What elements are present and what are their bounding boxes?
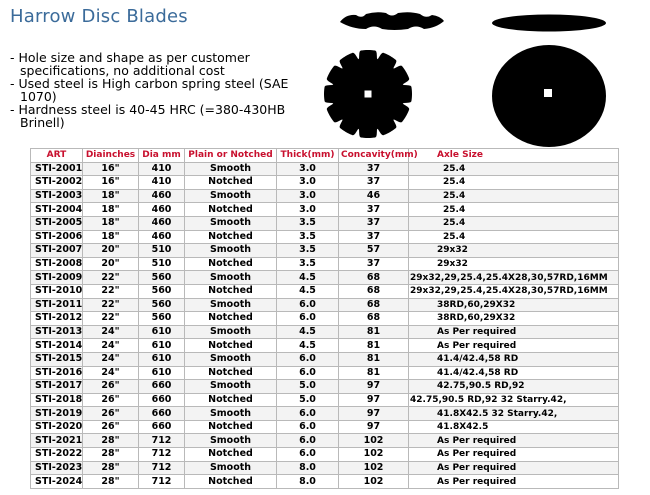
table-cell: 4.5 (277, 339, 339, 353)
column-header: Axle Size (409, 149, 619, 163)
table-cell: 660 (139, 407, 185, 421)
table-row (31, 257, 619, 271)
table-cell: 25.4 (409, 189, 619, 203)
table-cell: Smooth (185, 461, 277, 475)
table-cell: 4.5 (277, 325, 339, 339)
table-cell: 41.4/42.4,58 RD (409, 366, 619, 380)
table-cell: 18" (83, 216, 139, 230)
table-cell: 68 (339, 298, 409, 312)
table-cell: 102 (339, 461, 409, 475)
table-row (31, 244, 619, 258)
table-cell: 5.0 (277, 380, 339, 394)
table-cell: 712 (139, 434, 185, 448)
table-cell: 29x32,29,25.4,25.4X28,30,57RD,16MM (409, 284, 619, 298)
table-cell: Smooth (185, 434, 277, 448)
table-cell: 3.5 (277, 244, 339, 258)
table-cell: 46 (339, 189, 409, 203)
table-cell: As Per required (409, 325, 619, 339)
notched-disc-side-image (336, 10, 446, 32)
table-cell: 4.5 (277, 284, 339, 298)
table-cell: 24" (83, 325, 139, 339)
table-cell: STI-2011 (31, 298, 83, 312)
table-row (31, 203, 619, 217)
bullet-hole-size: - Hole size and shape as per customer specifications, no additional cost (10, 51, 300, 77)
table-cell: STI-2009 (31, 271, 83, 285)
table-cell: 29x32,29,25.4,25.4X28,30,57RD,16MM (409, 271, 619, 285)
column-header: Thick(mm) (277, 149, 339, 163)
table-row (31, 189, 619, 203)
table-cell: 97 (339, 393, 409, 407)
table-cell: As Per required (409, 448, 619, 462)
table-cell: STI-2020 (31, 420, 83, 434)
table-cell: STI-2023 (31, 461, 83, 475)
table-cell: 28" (83, 434, 139, 448)
table-cell: Smooth (185, 407, 277, 421)
table-cell: 25.4 (409, 203, 619, 217)
table-cell: STI-2010 (31, 284, 83, 298)
table-cell: 26" (83, 407, 139, 421)
table-cell: 460 (139, 203, 185, 217)
table-cell: 4.5 (277, 271, 339, 285)
table-cell: Notched (185, 230, 277, 244)
table-cell: 510 (139, 257, 185, 271)
table-cell: 26" (83, 393, 139, 407)
table-cell: 26" (83, 420, 139, 434)
table-cell: STI-2013 (31, 325, 83, 339)
table-cell: 102 (339, 475, 409, 489)
table-cell: 22" (83, 284, 139, 298)
table-row (31, 284, 619, 298)
table-cell: STI-2024 (31, 475, 83, 489)
table-cell: 25.4 (409, 162, 619, 176)
table-header-row (31, 149, 619, 163)
table-cell: STI-2022 (31, 448, 83, 462)
table-cell: STI-2008 (31, 257, 83, 271)
disc-spec-table (30, 148, 618, 489)
table-cell: 68 (339, 312, 409, 326)
table-row (31, 420, 619, 434)
table-cell: 25.4 (409, 230, 619, 244)
table-cell: 28" (83, 448, 139, 462)
table-row (31, 407, 619, 421)
table-row (31, 366, 619, 380)
table-cell: 38RD,60,29X32 (409, 312, 619, 326)
table-cell: Smooth (185, 216, 277, 230)
table-cell: 16" (83, 162, 139, 176)
table-cell: 3.0 (277, 189, 339, 203)
table-cell: 610 (139, 352, 185, 366)
column-header: Dia mm (139, 149, 185, 163)
table-cell: Notched (185, 312, 277, 326)
table-cell: 610 (139, 325, 185, 339)
column-header: Concavity(mm) (339, 149, 409, 163)
table-cell: 37 (339, 162, 409, 176)
table-cell: 6.0 (277, 420, 339, 434)
table-cell: Smooth (185, 380, 277, 394)
table-cell: STI-2006 (31, 230, 83, 244)
table-cell: 24" (83, 366, 139, 380)
table-cell: Notched (185, 176, 277, 190)
table-cell: Notched (185, 257, 277, 271)
table-cell: 28" (83, 475, 139, 489)
table-cell: 6.0 (277, 312, 339, 326)
table-cell: 3.0 (277, 203, 339, 217)
table-cell: 460 (139, 230, 185, 244)
table-cell: 18" (83, 230, 139, 244)
table-cell: 28" (83, 461, 139, 475)
table-cell: Smooth (185, 352, 277, 366)
column-header: Diainches (83, 149, 139, 163)
table-cell: 3.0 (277, 176, 339, 190)
table-cell: 81 (339, 352, 409, 366)
table-cell: 57 (339, 244, 409, 258)
table-cell: STI-2021 (31, 434, 83, 448)
table-cell: STI-2012 (31, 312, 83, 326)
table-row (31, 216, 619, 230)
table-cell: STI-2019 (31, 407, 83, 421)
table-cell: 37 (339, 216, 409, 230)
table-cell: 660 (139, 420, 185, 434)
feature-list (10, 51, 300, 129)
table-cell: STI-2002 (31, 176, 83, 190)
table-row (31, 312, 619, 326)
table-cell: 712 (139, 461, 185, 475)
table-cell: STI-2001 (31, 162, 83, 176)
table-cell: Smooth (185, 244, 277, 258)
table-cell: Smooth (185, 189, 277, 203)
table-cell: 102 (339, 448, 409, 462)
table-cell: 41.4/42.4,58 RD (409, 352, 619, 366)
column-header: ART (31, 149, 83, 163)
page-title: Harrow Disc Blades (10, 6, 188, 27)
table-row (31, 271, 619, 285)
table-cell: 460 (139, 189, 185, 203)
table-cell: 560 (139, 284, 185, 298)
table-cell: Smooth (185, 162, 277, 176)
table-row (31, 352, 619, 366)
table-cell: 42.75,90.5 RD,92 (409, 380, 619, 394)
table-cell: 29x32 (409, 257, 619, 271)
table-row (31, 380, 619, 394)
table-body (31, 162, 619, 488)
table-cell: As Per required (409, 339, 619, 353)
table-cell: 6.0 (277, 434, 339, 448)
table-cell: STI-2017 (31, 380, 83, 394)
table-cell: STI-2004 (31, 203, 83, 217)
table-row (31, 176, 619, 190)
table-cell: STI-2016 (31, 366, 83, 380)
table-cell: 18" (83, 203, 139, 217)
bullet-hardness: - Hardness steel is 40-45 HRC (=380-430HB Brinell) (10, 103, 300, 129)
table-row (31, 298, 619, 312)
notched-disc-front-image (318, 44, 418, 144)
table-cell: 68 (339, 284, 409, 298)
table-cell: Notched (185, 475, 277, 489)
table-cell: Notched (185, 420, 277, 434)
table-cell: 5.0 (277, 393, 339, 407)
table-cell: Smooth (185, 298, 277, 312)
table-cell: 25.4 (409, 176, 619, 190)
table-row (31, 162, 619, 176)
table-cell: 81 (339, 366, 409, 380)
table-cell: 6.0 (277, 448, 339, 462)
table-row (31, 475, 619, 489)
table-row (31, 325, 619, 339)
table-cell: 37 (339, 230, 409, 244)
table-cell: 22" (83, 312, 139, 326)
table-cell: 25.4 (409, 216, 619, 230)
table-cell: 610 (139, 366, 185, 380)
table-row (31, 434, 619, 448)
table-cell: 20" (83, 257, 139, 271)
table-cell: Notched (185, 448, 277, 462)
table-cell: 20" (83, 244, 139, 258)
table-cell: 81 (339, 325, 409, 339)
table-cell: 510 (139, 244, 185, 258)
table-cell: Notched (185, 366, 277, 380)
table-row (31, 393, 619, 407)
table-cell: Notched (185, 284, 277, 298)
table-cell: 37 (339, 176, 409, 190)
smooth-disc-front-image (490, 40, 608, 150)
table-cell: Notched (185, 203, 277, 217)
table-row (31, 461, 619, 475)
table-cell: 3.5 (277, 257, 339, 271)
table-cell: 560 (139, 312, 185, 326)
table-cell: Notched (185, 339, 277, 353)
table-cell: 16" (83, 176, 139, 190)
table-cell: 660 (139, 380, 185, 394)
table-cell: 410 (139, 162, 185, 176)
table-cell: 610 (139, 339, 185, 353)
table-cell: 22" (83, 271, 139, 285)
table-row (31, 448, 619, 462)
table-cell: 3.5 (277, 230, 339, 244)
table-cell: 97 (339, 420, 409, 434)
table-cell: 97 (339, 380, 409, 394)
table-cell: 6.0 (277, 407, 339, 421)
table-cell: 26" (83, 380, 139, 394)
table-cell: 37 (339, 203, 409, 217)
table-cell: 38RD,60,29X32 (409, 298, 619, 312)
table-cell: 18" (83, 189, 139, 203)
table-cell: 3.5 (277, 216, 339, 230)
table-cell: Smooth (185, 325, 277, 339)
table-cell: 660 (139, 393, 185, 407)
table-cell: 97 (339, 407, 409, 421)
table-cell: 37 (339, 257, 409, 271)
table-cell: STI-2015 (31, 352, 83, 366)
table-cell: 8.0 (277, 475, 339, 489)
table-cell: Notched (185, 393, 277, 407)
table-cell: 460 (139, 216, 185, 230)
table-cell: STI-2007 (31, 244, 83, 258)
table-cell: 560 (139, 298, 185, 312)
table-cell: 24" (83, 352, 139, 366)
table-cell: 24" (83, 339, 139, 353)
table-cell: 6.0 (277, 352, 339, 366)
table-cell: 22" (83, 298, 139, 312)
table-cell: 81 (339, 339, 409, 353)
table-cell: 41.8X42.5 (409, 420, 619, 434)
table-cell: 3.0 (277, 162, 339, 176)
table-cell: 29x32 (409, 244, 619, 258)
table-cell: 560 (139, 271, 185, 285)
table-cell: 712 (139, 475, 185, 489)
table-cell: 6.0 (277, 298, 339, 312)
column-header: Plain or Notched (185, 149, 277, 163)
table-row (31, 339, 619, 353)
table-cell: As Per required (409, 434, 619, 448)
table-cell: 42.75,90.5 RD,92 32 Starry.42, (409, 393, 619, 407)
table-cell: 68 (339, 271, 409, 285)
table-row (31, 230, 619, 244)
table-cell: 712 (139, 448, 185, 462)
table-cell: 41.8X42.5 32 Starry.42, (409, 407, 619, 421)
table-cell: STI-2003 (31, 189, 83, 203)
bullet-steel: - Used steel is High carbon spring steel (SAE 1070) (10, 77, 300, 103)
table-cell: STI-2014 (31, 339, 83, 353)
table-cell: Smooth (185, 271, 277, 285)
table-cell: 410 (139, 176, 185, 190)
smooth-disc-side-image (490, 12, 608, 34)
table-cell: STI-2005 (31, 216, 83, 230)
table-cell: As Per required (409, 461, 619, 475)
table-cell: 102 (339, 434, 409, 448)
table-cell: 8.0 (277, 461, 339, 475)
table-cell: STI-2018 (31, 393, 83, 407)
table-cell: As Per required (409, 475, 619, 489)
table-cell: 6.0 (277, 366, 339, 380)
